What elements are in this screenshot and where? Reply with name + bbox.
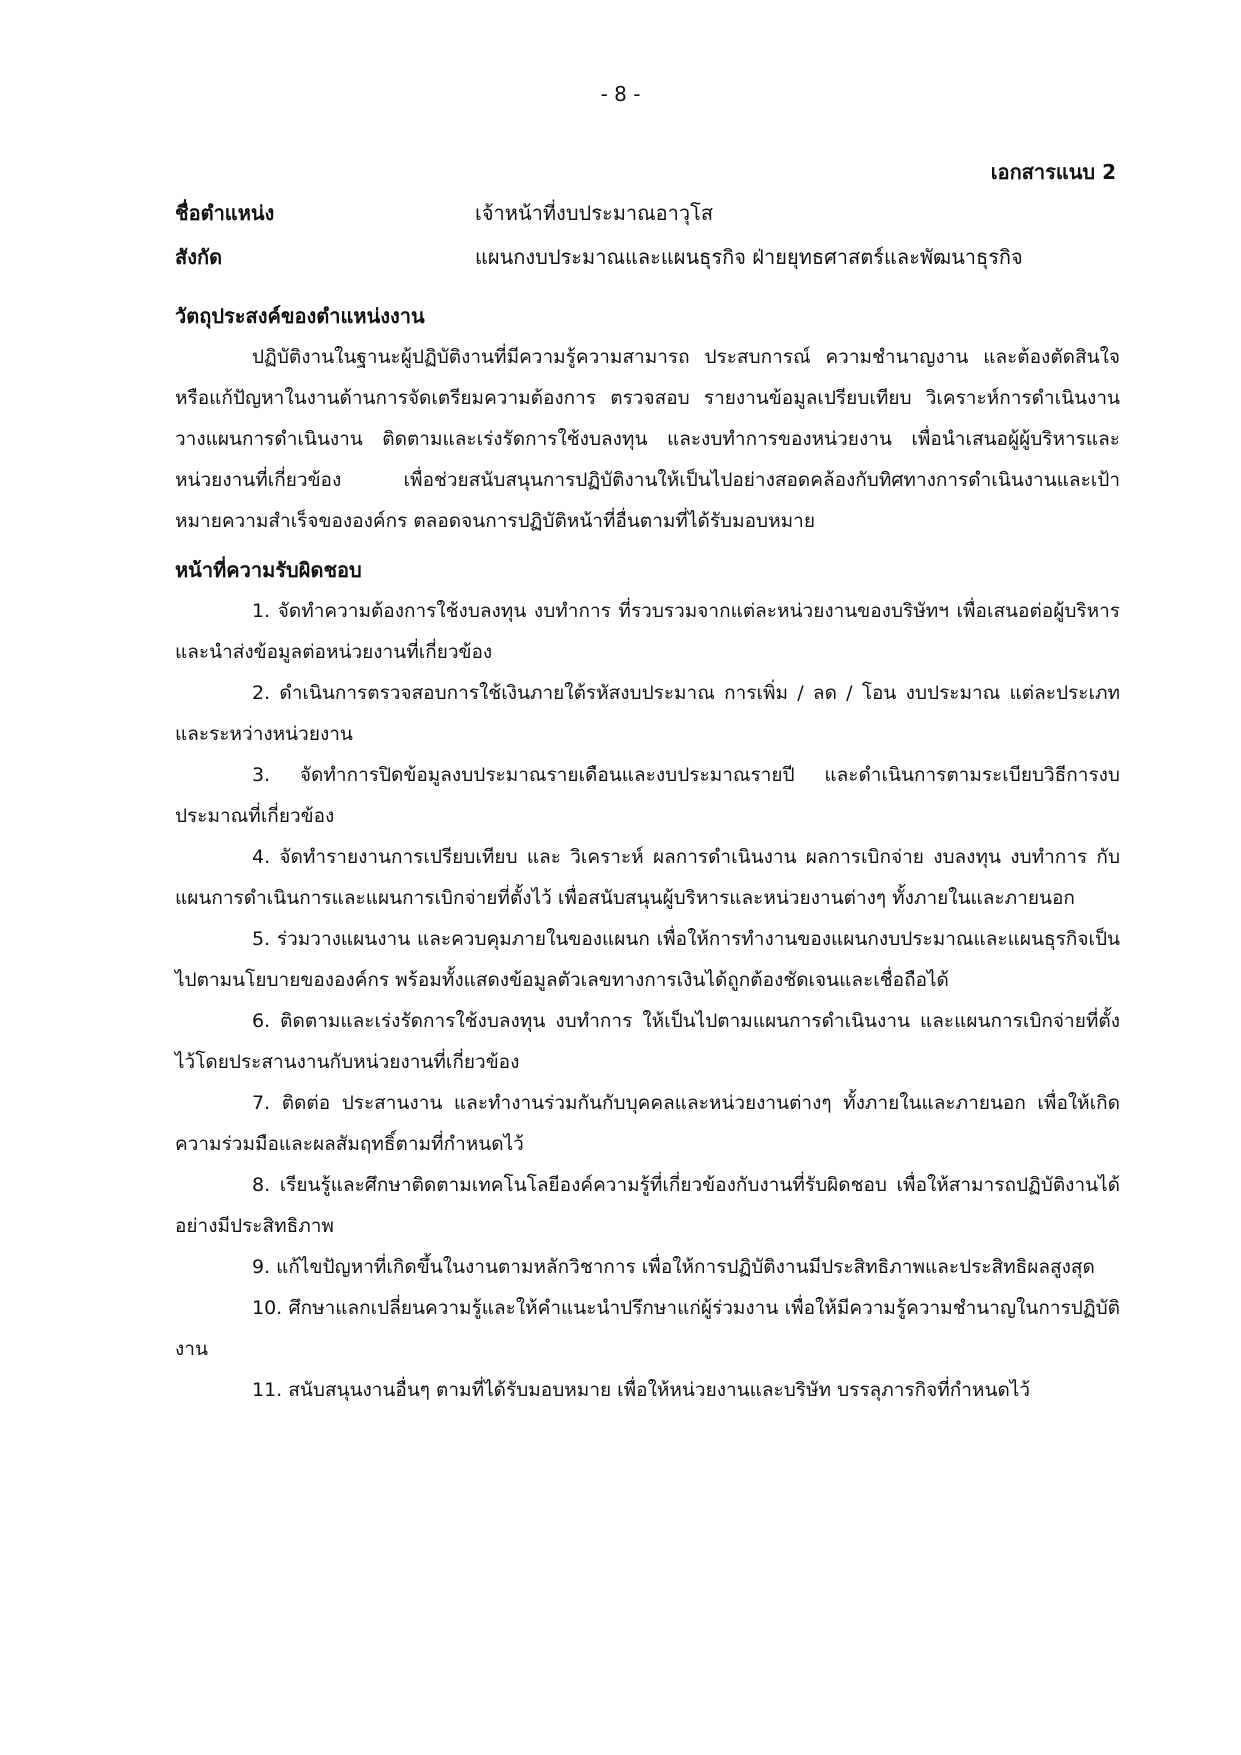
position-row — [175, 197, 1135, 227]
duty-item-4: 4. จัดทำรายงานการเปรียบเทียบ และ วิเคราะห์ ผลการดำเนินงาน ผลการเบิกจ่าย งบลงทุน งบทำการ กับแผนการดำเนินการและแผนการเบิกจ่ายที่ตั้งไว้ เพื่อสนับสนุนผู้บริหารและหน่วยงานต่างๆ ทั้งภายในและภายนอก — [175, 846, 1120, 909]
duties-heading: หน้าที่ความรับผิดชอบ — [175, 558, 362, 582]
attachment-label: เอกสารแนบ 2 — [990, 160, 1116, 184]
duty-item-6: 6. ติดตามและเร่งรัดการใช้งบลงทุน งบทำการ ให้เป็นไปตามแผนการดำเนินงาน และแผนการเบิกจ่ายที่ตั้งไว้โดยประสานงานกับหน่วยงานที่เกี่ยวข้อง — [175, 1010, 1120, 1073]
duty-item-8: 8. เรียนรู้และศึกษาติดตามเทคโนโลยีองค์ความรู้ที่เกี่ยวข้องกับงานที่รับผิดชอบ เพื่อให้สามารถปฏิบัติงานได้อย่างมีประสิทธิภาพ — [175, 1174, 1120, 1237]
duty-item-2: 2. ดำเนินการตรวจสอบการใช้เงินภายใต้รหัสงบประมาณ การเพิ่ม / ลด / โอน งบประมาณ แต่ละประเภทและระหว่างหน่วยงาน — [175, 682, 1120, 745]
position-value: เจ้าหน้าที่งบประมาณอาวุโส — [475, 201, 714, 225]
duty-item-11: 11. สนับสนุนงานอื่นๆ ตามที่ได้รับมอบหมาย เพื่อให้หน่วยงานและบริษัท บรรลุภารกิจที่กำหนดไว้ — [252, 1379, 1031, 1401]
objective-heading: วัตถุประสงค์ของตำแหน่งงาน — [175, 304, 425, 328]
duty-item-5: 5. ร่วมวางแผนงาน และควบคุมภายในของแผนก เพื่อให้การทำงานของแผนกงบประมาณและแผนธุรกิจเป็นไปตามนโยบายขององค์กร พร้อมทั้งแสดงข้อมูลตัวเลขทางการเงินได้ถูกต้องชัดเจนและเชื่อถือได้ — [175, 928, 1120, 991]
duty-item-3: 3. จัดทำการปิดข้อมูลงบประมาณรายเดือนและงบประมาณรายปี และดำเนินการตามระเบียบวิธีการงบประมาณที่เกี่ยวข้อง — [175, 764, 1120, 827]
affiliation-label: สังกัด — [175, 245, 223, 269]
duty-item-10: 10. ศึกษาแลกเปลี่ยนความรู้และให้คำแนะนำปรึกษาแก่ผู้ร่วมงาน เพื่อให้มีความรู้ความชำนาญในการปฏิบัติงาน — [175, 1297, 1120, 1360]
duty-item-1: 1. จัดทำความต้องการใช้งบลงทุน งบทำการ ที่รวบรวมจากแต่ละหน่วยงานของบริษัทฯ เพื่อเสนอต่อผู้บริหารและนำส่งข้อมูลต่อหน่วยงานที่เกี่ยวข้อง — [175, 600, 1120, 663]
affiliation-value: แผนกงบประมาณและแผนธุรกิจ ฝ่ายยุทธศาสตร์และพัฒนาธุรกิจ — [475, 245, 1023, 269]
duty-item-9: 9. แก้ไขปัญหาที่เกิดขึ้นในงานตามหลักวิชาการ เพื่อให้การปฏิบัติงานมีประสิทธิภาพและประสิทธิผลสูงสุด — [252, 1256, 1095, 1278]
duty-item-7: 7. ติดต่อ ประสานงาน และทำงานร่วมกันกับบุคคลและหน่วยงานต่างๆ ทั้งภายในและภายนอก เพื่อให้เกิดความร่วมมือและผลสัมฤทธิ์ตามที่กำหนดไว้ — [175, 1092, 1120, 1155]
page-number: - 8 - — [600, 82, 641, 106]
document-body — [175, 296, 1120, 1411]
position-label: ชื่อตำแหน่ง — [175, 201, 275, 225]
objective-text: ปฏิบัติงานในฐานะผู้ปฏิบัติงานที่มีความรู้ความสามารถ ประสบการณ์ ความชำนาญงาน และต้องตัดสินใจหรือแก้ปัญหาในงานด้านการจัดเตรียมความต้องการ ตรวจสอบ รายงานข้อมูลเปรียบเทียบ วิเคราะห์การดำเนินงาน วางแผนการดำเนินงาน ติดตามและเร่งรัดการใช้งบลงทุน และงบทำการของหน่วยงาน เพื่อนำเสนอผู้ผู้บริหารและหน่วยงานที่เกี่ยวข้อง เพื่อช่วยสนับสนุนการปฏิบัติงานให้เป็นไปอย่างสอดคล้องกับทิศทางการดำเนินงานและเป้าหมายความสำเร็จขององค์กร ตลอดจนการปฏิบัติหน้าที่อื่นตามที่ได้รับมอบหมาย — [175, 346, 1120, 532]
affiliation-row — [175, 241, 1135, 271]
